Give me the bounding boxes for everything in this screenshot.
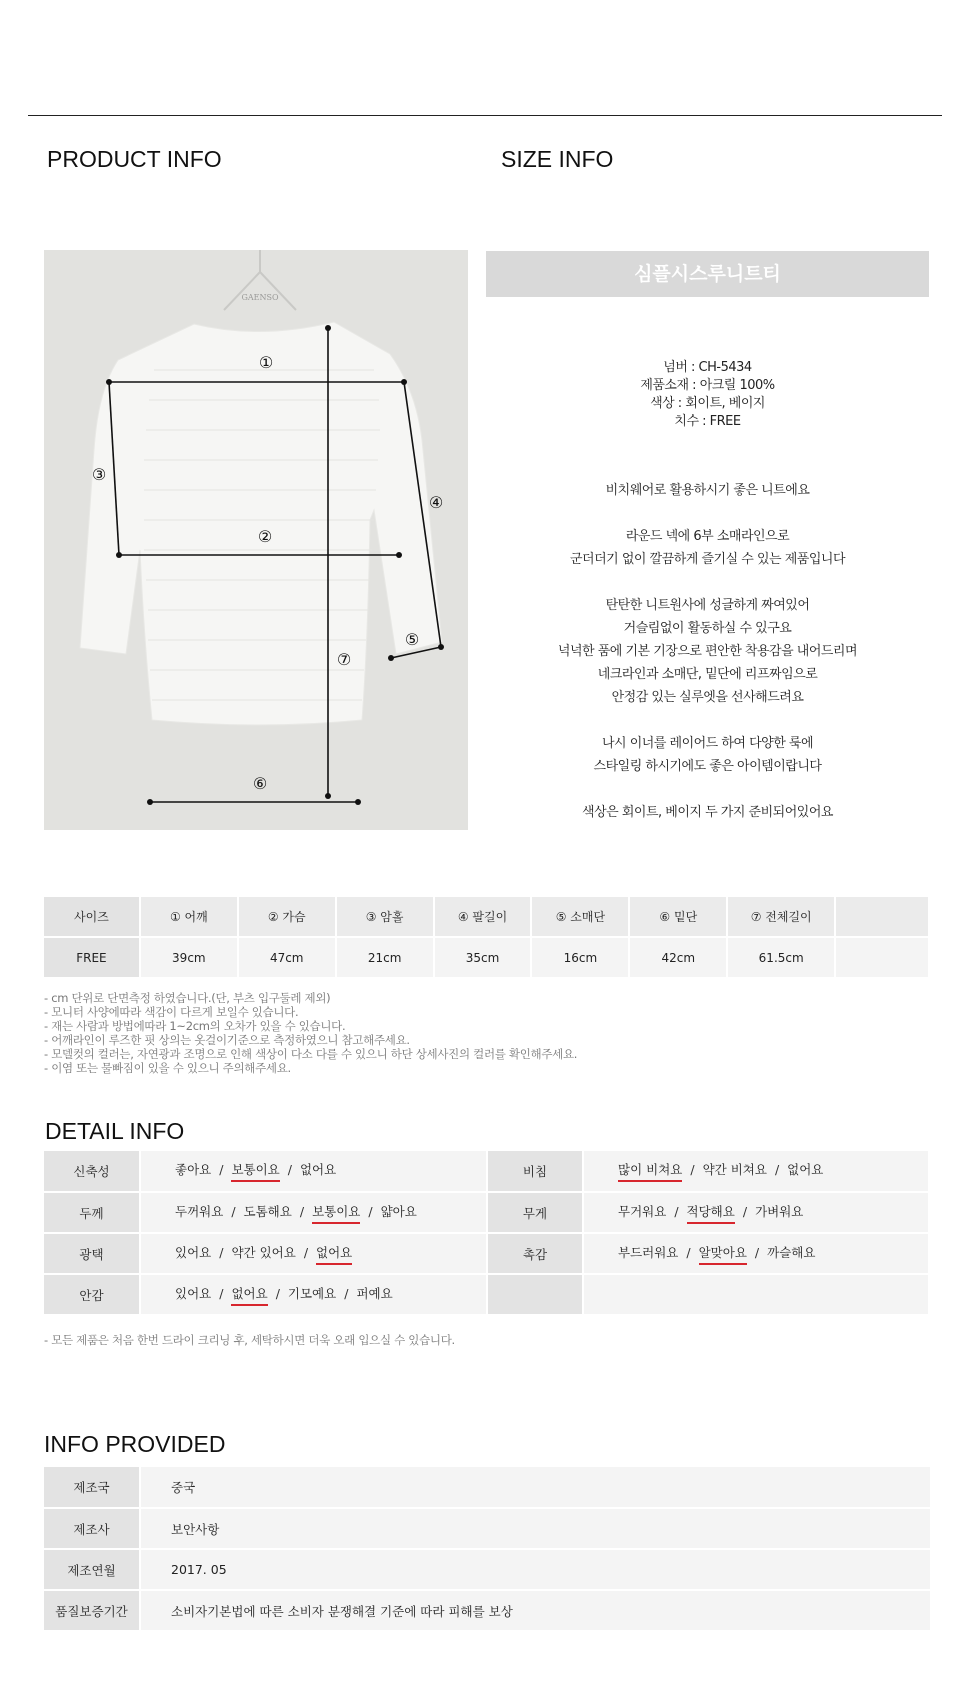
info-row [44,1508,930,1549]
size-value-cell: 21cm [336,937,434,977]
size-header-cell [835,897,929,937]
option-separator: / [742,1203,748,1219]
detail-label: 광택 [44,1233,140,1274]
detail-label: 무게 [487,1192,583,1233]
detail-info-title: DETAIL INFO [45,1118,185,1144]
info-label: 제조국 [44,1467,140,1508]
size-value-cell: 61.5cm [727,937,835,977]
size-header-cell: ⑤ 소매단 [531,897,629,937]
option-separator: / [275,1285,280,1301]
size-note: - 모델컷의 컬러는, 자연광과 조명으로 인해 색상이 다소 다를 수 있으니 하단 상세사진의 컬러를 확인해주세요. [44,1047,578,1061]
detail-option: 없어요 [787,1162,824,1177]
size-header-cell: ③ 암홀 [336,897,434,937]
detail-row [44,1233,929,1274]
detail-values [583,1274,929,1315]
detail-row [44,1192,929,1233]
detail-values [140,1233,487,1274]
marker-sleeve-length: ④ [428,493,444,512]
product-info-title: PRODUCT INFO [47,146,222,172]
option-separator: / [368,1203,373,1219]
product-name: 심플시스루니트티 [486,251,929,297]
spec-line: 제품소재 : 아크릴 100% [640,378,775,393]
detail-label: 두께 [44,1192,140,1233]
detail-option: 좋아요 [175,1162,212,1177]
spec-line: 치수 : FREE [674,414,741,429]
size-header-cell: 사이즈 [44,897,140,937]
option-separator: / [774,1162,780,1177]
description-line: 안정감 있는 실루엣을 선사해드려요 [611,690,804,705]
detail-option: 두꺼워요 [175,1203,224,1219]
size-table-row [44,937,929,977]
detail-option: 있어요 [175,1244,212,1260]
marker-chest: ② [257,527,273,546]
size-value-cell: 42cm [629,937,727,977]
size-value-cell: FREE [44,937,140,977]
option-separator: / [287,1162,292,1177]
detail-option: 부드러워요 [618,1244,679,1260]
detail-option: 있어요 [175,1285,212,1301]
detail-option-selected: 보통이요 [312,1202,360,1224]
description-line: 색상은 회이트, 베이지 두 가지 준비되어있어요 [582,805,833,820]
option-separator: / [344,1285,349,1301]
info-value: 중국 [140,1467,930,1508]
spec-line: 넘버 : CH-5434 [663,360,752,375]
detail-option: 약간 있어요 [231,1244,296,1260]
info-row [44,1467,930,1508]
detail-values [583,1192,929,1233]
size-note: - cm 단위로 단면측정 하였습니다.(단, 부츠 입구둘레 제외) [44,991,331,1005]
size-header-cell: ⑥ 밑단 [629,897,727,937]
detail-label [487,1274,583,1315]
detail-table [44,1151,930,1316]
size-value-cell: 47cm [238,937,336,977]
option-separator: / [299,1203,305,1219]
option-separator: / [754,1244,760,1260]
detail-option: 얇아요 [380,1203,417,1219]
description-line: 비치웨어로 활용하시기 좋은 니트에요 [605,483,810,498]
product-photo [44,250,468,830]
detail-option-selected: 없어요 [316,1243,352,1265]
size-note: - 모니터 사양에따라 색감이 다르게 보일수 있습니다. [44,1005,299,1019]
size-notes [44,991,577,1075]
option-separator: / [219,1162,224,1177]
care-note: - 모든 제품은 처음 한번 드라이 크리닝 후, 세탁하시면 더욱 오래 입으실 수 있습니다. [44,1333,455,1347]
size-header-cell: ④ 팔길이 [434,897,532,937]
detail-option: 무거워요 [618,1203,667,1219]
detail-label: 안감 [44,1274,140,1315]
spec-line: 색상 : 회이트, 베이지 [650,396,765,411]
size-value-cell: 16cm [531,937,629,977]
size-value-cell: 39cm [140,937,238,977]
detail-label: 비침 [487,1151,583,1192]
detail-option: 가벼워요 [755,1203,804,1219]
size-info-title: SIZE INFO [501,146,614,172]
top-divider [28,115,942,116]
detail-row [44,1274,929,1315]
detail-option: 기모예요 [287,1285,337,1301]
description-line: 스타일링 하시기에도 좋은 아이템이랍니다 [593,759,822,774]
detail-option: 도톰해요 [243,1203,292,1219]
detail-option: 까슬해요 [767,1244,816,1260]
detail-option-selected: 보통이요 [231,1160,279,1182]
size-table-header [44,897,929,937]
info-label: 품질보증기간 [44,1590,140,1631]
option-separator: / [686,1244,691,1260]
size-value-cell: 35cm [434,937,532,977]
size-header-cell: ② 가슴 [238,897,336,937]
size-header-cell: ① 어깨 [140,897,238,937]
detail-option-selected: 많이 비쳐요 [618,1160,682,1182]
size-note: - 이염 또는 물빠짐이 있을 수 있으니 주의해주세요. [44,1061,291,1075]
info-row [44,1549,930,1590]
detail-label: 촉감 [487,1233,583,1274]
size-note: - 재는 사람과 방법에따라 1~2cm의 오차가 있을 수 있습니다. [44,1019,346,1033]
description-line: 군더더기 없이 깔끔하게 즐기실 수 있는 제품입니다 [569,552,845,567]
option-separator: / [219,1244,224,1260]
option-separator: / [219,1285,224,1301]
detail-label: 신축성 [44,1151,140,1192]
info-value: 보안사항 [140,1508,930,1549]
option-separator: / [231,1203,236,1219]
detail-option: 없어요 [299,1162,337,1177]
detail-option-selected: 알맞아요 [699,1243,747,1265]
marker-total-length: ⑦ [336,650,352,669]
info-provided-table [44,1467,930,1632]
detail-option-selected: 없어요 [231,1284,267,1306]
option-separator: / [690,1162,695,1177]
size-header-cell: ⑦ 전체길이 [727,897,835,937]
brand-label: GAENSO [241,293,279,302]
description-line: 거슬림없이 활동하실 수 있구요 [623,621,792,636]
description-line: 네크라인과 소매단, 밑단에 리프짜임으로 [597,667,818,682]
detail-values [583,1151,929,1192]
detail-row [44,1151,929,1192]
description-line: 라운드 넥에 6부 소매라인으로 [625,529,790,544]
info-label: 제조사 [44,1508,140,1549]
marker-armhole: ③ [91,465,107,484]
info-row [44,1590,930,1631]
detail-option-selected: 적당해요 [687,1202,735,1224]
info-label: 제조연월 [44,1549,140,1590]
description-line: 넉넉한 품에 기본 기장으로 편안한 착용감을 내어드리며 [557,644,858,659]
detail-values [583,1233,929,1274]
marker-cuff: ⑤ [404,630,420,649]
marker-shoulder: ① [258,353,274,372]
size-value-cell [835,937,929,977]
description-line: 탄탄한 니트원사에 성글하게 짜여있어 [605,598,810,613]
option-separator: / [303,1244,309,1260]
description-line: 나시 이너를 레이어드 하여 다양한 룩에 [601,736,814,751]
size-table [44,897,930,977]
detail-values [140,1274,487,1315]
detail-option: 약간 비쳐요 [702,1162,767,1177]
info-provided-title: INFO PROVIDED [44,1431,226,1457]
size-note: - 어깨라인이 루즈한 핏 상의는 옷걸이기준으로 측정하였으니 참고해주세요. [44,1033,410,1047]
marker-hem: ⑥ [252,774,268,793]
option-separator: / [674,1203,679,1219]
detail-values [140,1151,487,1192]
info-value: 소비자기본법에 따른 소비자 분쟁해결 기준에 따라 피해를 보상 [140,1590,930,1631]
detail-option: 퍼예요 [356,1285,393,1301]
info-value: 2017. 05 [140,1549,930,1590]
detail-values [140,1192,487,1233]
garment-illustration [44,250,468,830]
